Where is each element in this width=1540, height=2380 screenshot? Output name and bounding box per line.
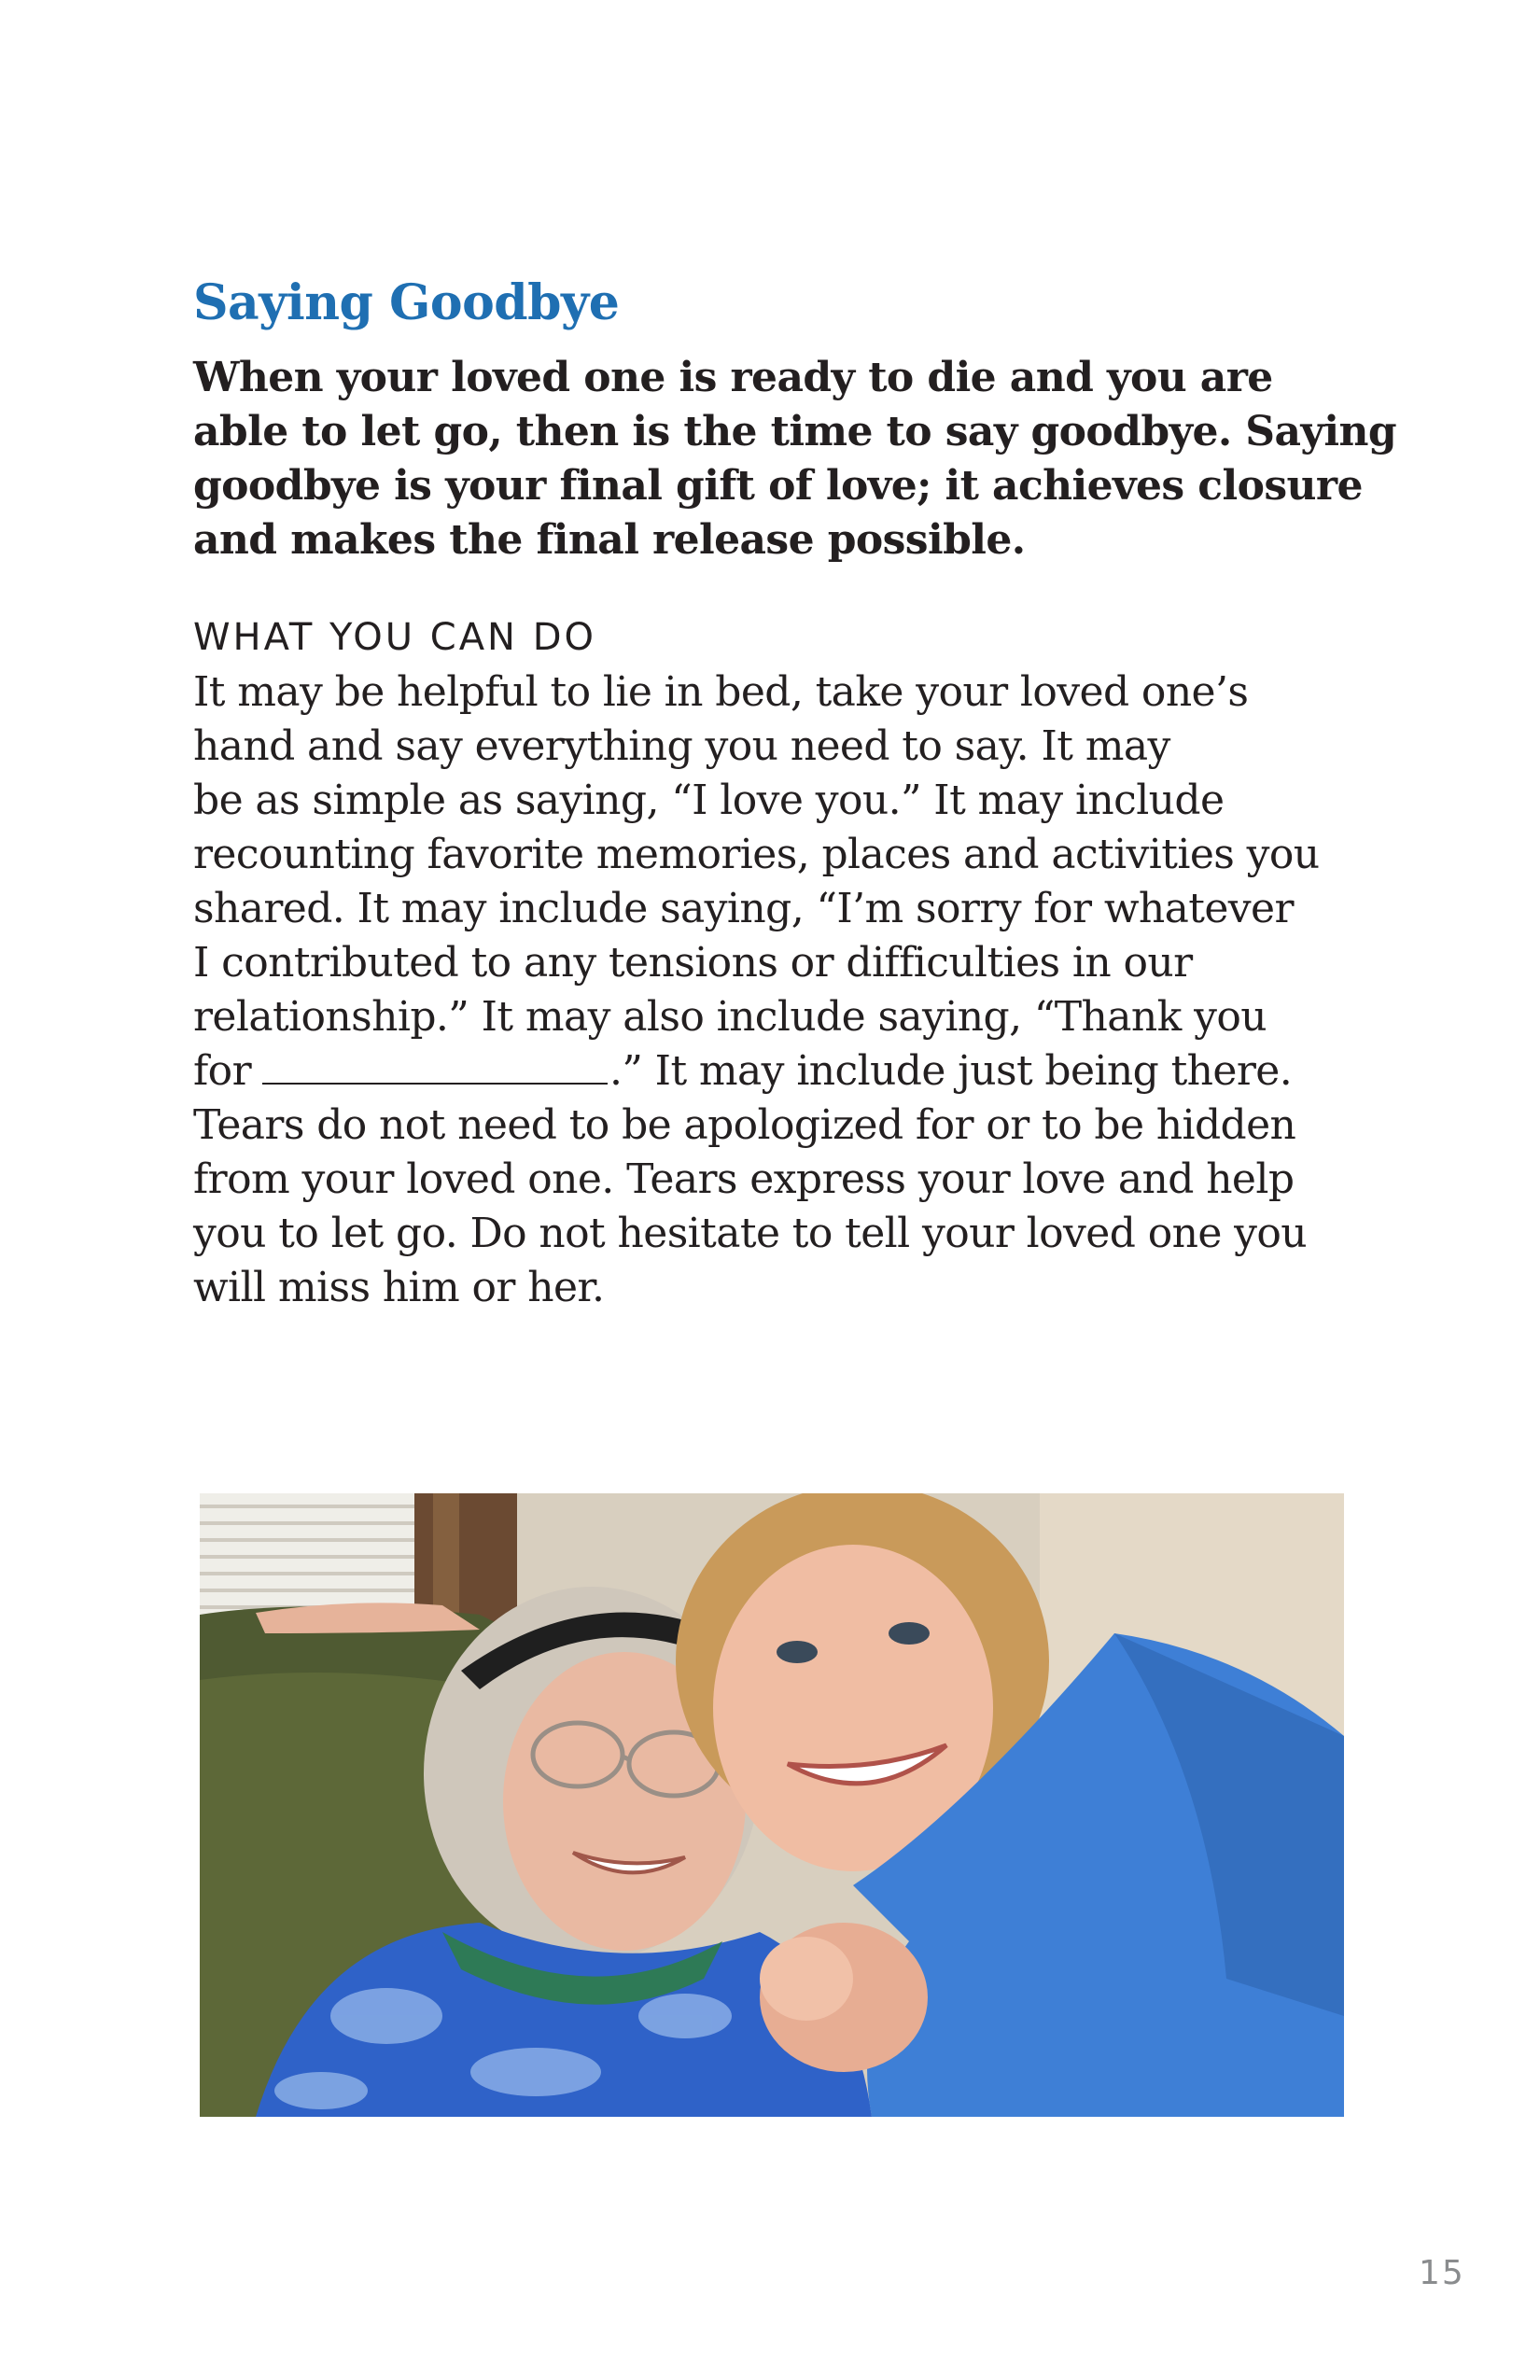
body-line: shared. It may include saying, “I’m sorry for whatever xyxy=(193,885,1294,932)
blank-suffix: .” It may include just being there. xyxy=(609,1047,1293,1095)
body-line-with-blank xyxy=(193,1044,1379,1099)
body-line: It may be helpful to lie in bed, take your loved one’s xyxy=(193,668,1249,716)
body-line: from your loved one. Tears express your love and help xyxy=(193,1155,1295,1203)
intro-line: able to let go, then is the time to say goodbye. Saying xyxy=(193,408,1397,455)
blank-prefix: for xyxy=(193,1047,252,1095)
body-line: relationship.” It may also include saying, “Thank you xyxy=(193,993,1267,1041)
body-line: Tears do not need to be apologized for or to be hidden xyxy=(193,1101,1296,1149)
section-title: Saying Goodbye xyxy=(193,274,620,331)
fill-in-blank xyxy=(262,1051,608,1085)
body-paragraph xyxy=(193,665,1379,1315)
body-line: I contributed to any tensions or difficulties in our xyxy=(193,939,1193,987)
body-line: be as simple as saying, “I love you.” It may include xyxy=(193,777,1225,824)
intro-line: When your loved one is ready to die and you are xyxy=(193,354,1273,401)
intro-line: goodbye is your final gift of love; it achieves closure xyxy=(193,462,1363,510)
intro-line: and makes the final release possible. xyxy=(193,516,1026,564)
intro-paragraph xyxy=(193,351,1397,567)
body-line: recounting favorite memories, places and activities you xyxy=(193,831,1320,878)
body-line: will miss him or her. xyxy=(193,1264,605,1311)
page-number: 15 xyxy=(1419,2254,1465,2292)
caregiver-photo xyxy=(200,1493,1344,2117)
body-line: you to let go. Do not hesitate to tell your loved one you xyxy=(193,1210,1308,1257)
photo-icon xyxy=(200,1493,1344,2117)
body-line: hand and say everything you need to say. It may xyxy=(193,722,1170,770)
subheading: WHAT YOU CAN DO xyxy=(193,616,596,659)
